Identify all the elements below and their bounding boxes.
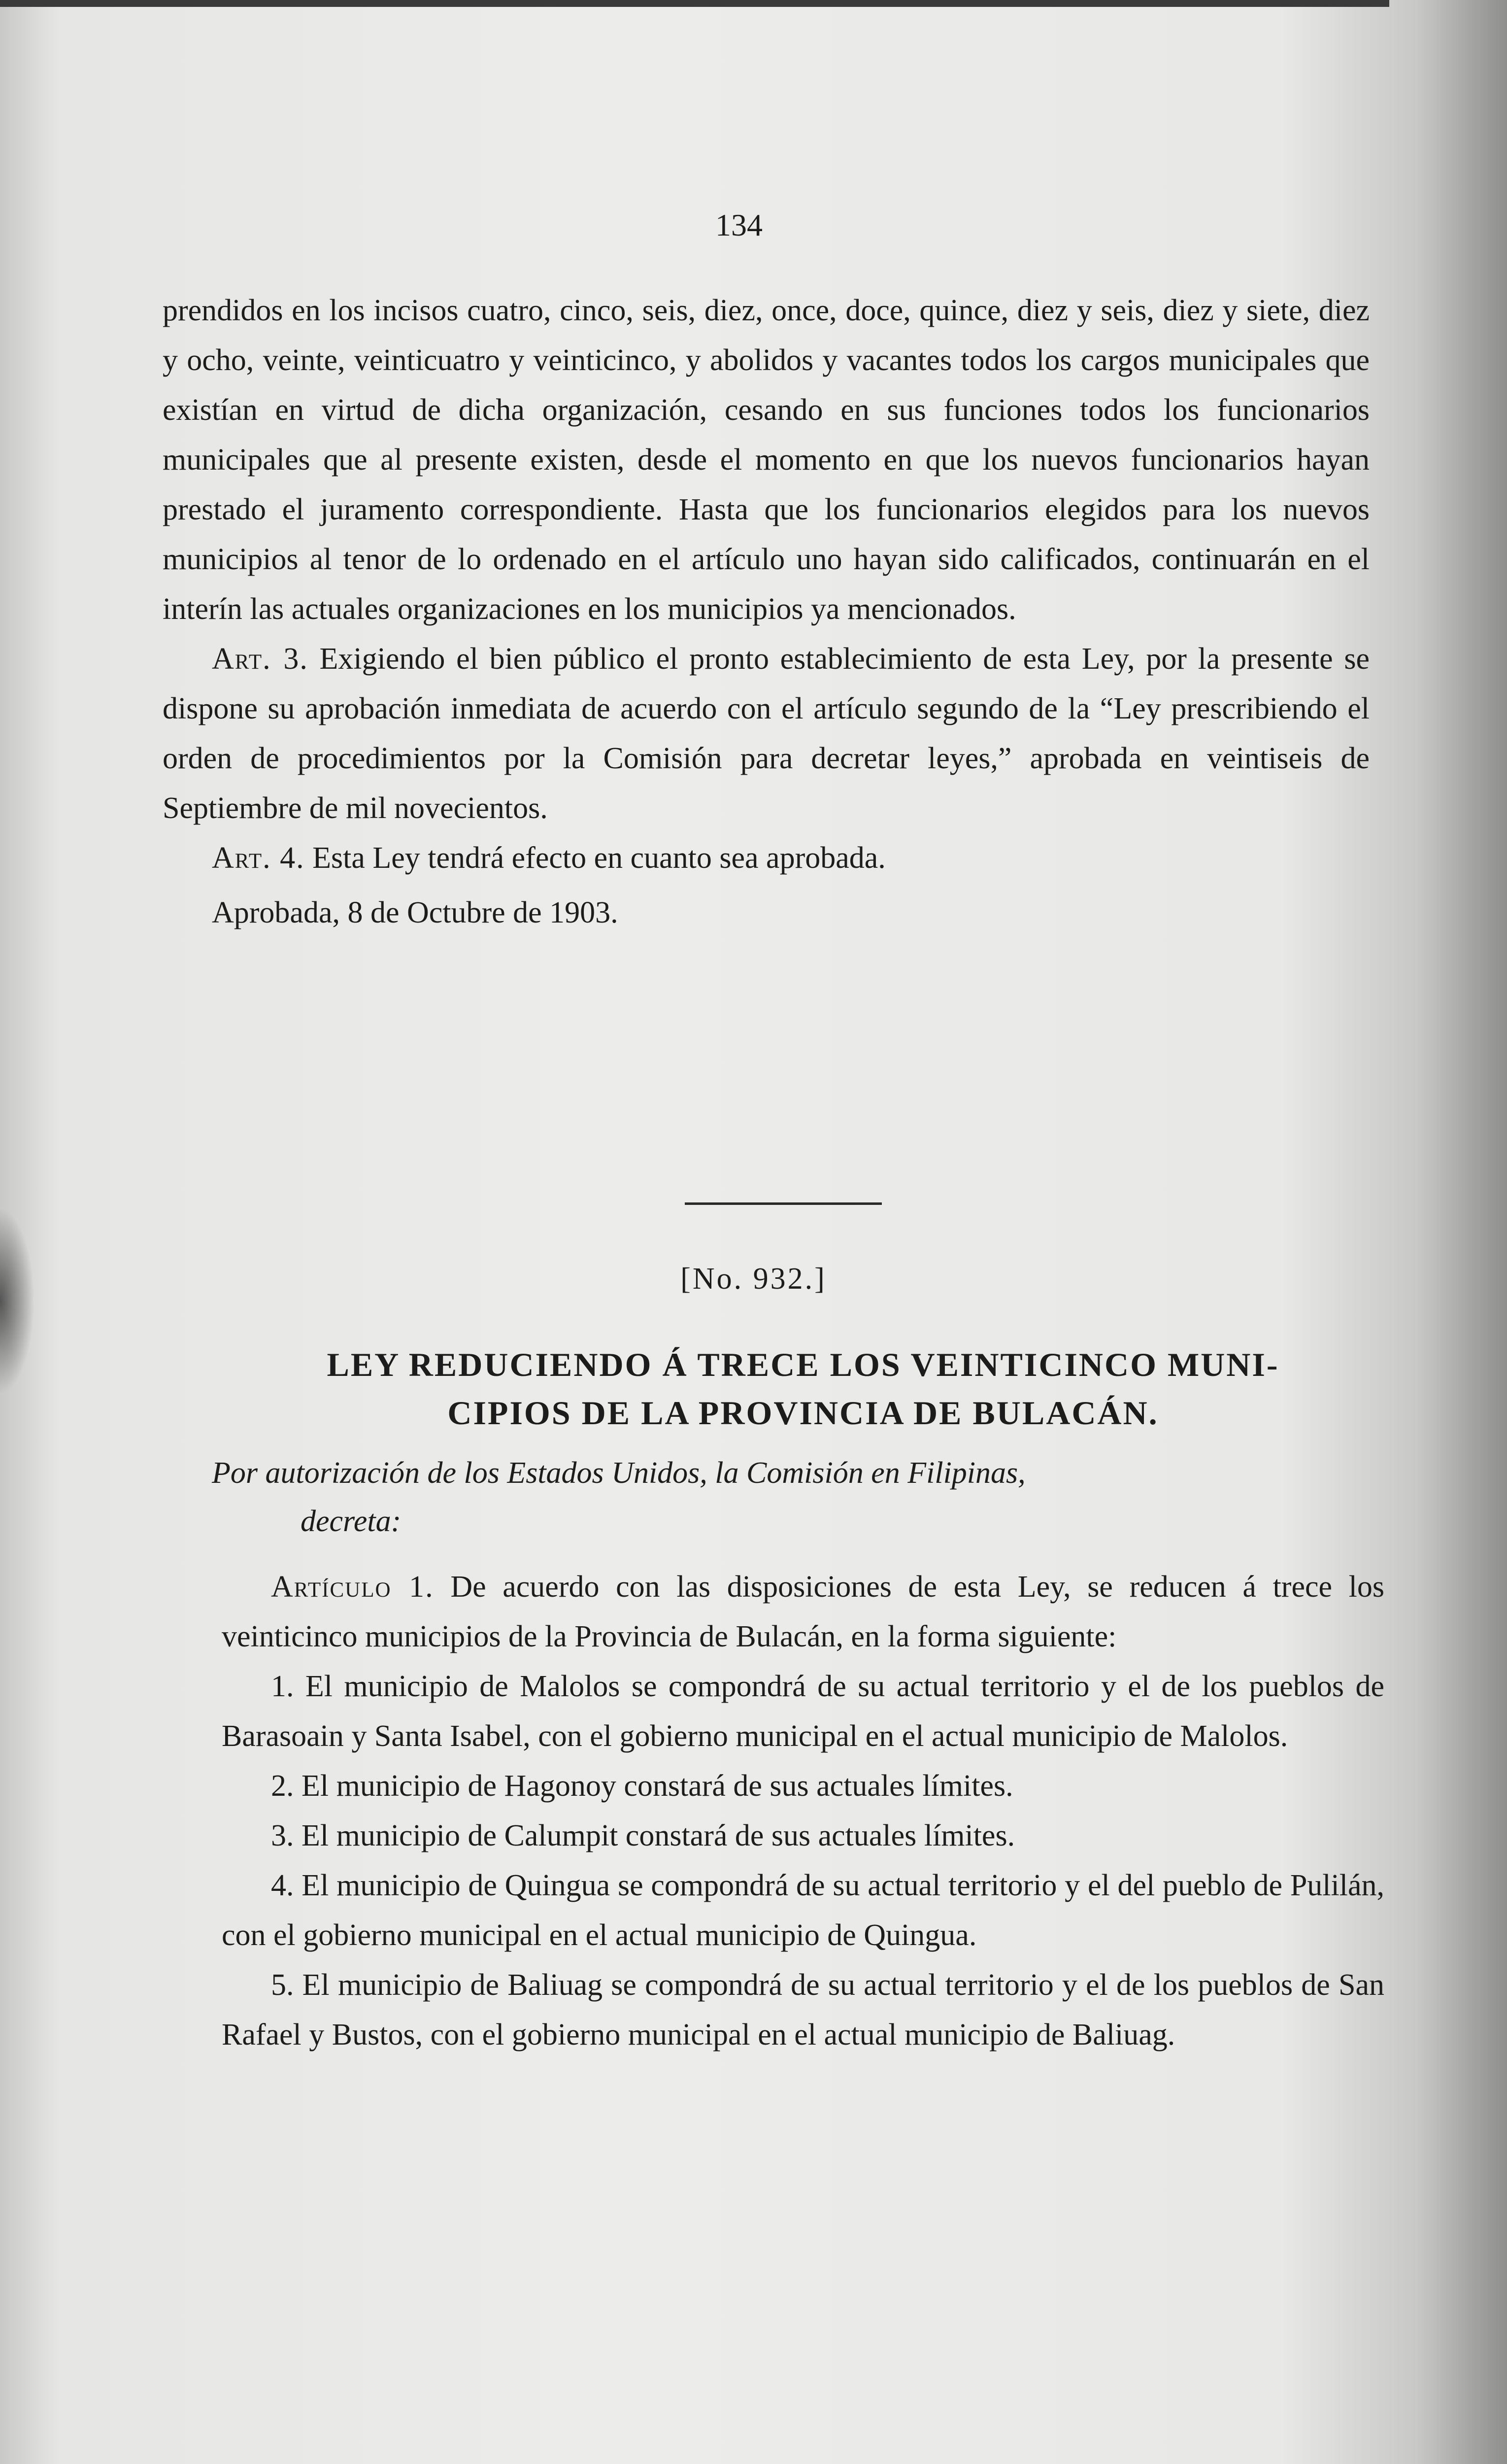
list-item-4: 4. El municipio de Quingua se compondrá de su actual territorio y el del pueblo de Pulilán, con el gobierno municipal en el actual municipio de Quingua.	[222, 1869, 1384, 1952]
lower-text-block	[222, 1562, 1384, 2060]
law-number: [No. 932.]	[680, 1262, 827, 1296]
article-3-text: Exigiendo el bien público el pronto establecimiento de esta Ley, por la presente se dispone su aprobación inmediata de acuerdo con el artículo segundo de la “Ley prescribiendo el orden de procedimientos por la Comisión para decretar leyes,” aprobada en veintiseis de Septiembre de mil novecientos.	[163, 642, 1370, 825]
article-3	[163, 634, 1370, 833]
article-3-label: Art. 3.	[212, 642, 308, 676]
article-1	[222, 1562, 1384, 1662]
law-title-line-2: CIPIOS DE LA PROVINCIA DE BULACÁN.	[447, 1394, 1159, 1432]
article-4-label: Art. 4.	[212, 841, 305, 875]
list-item-5: 5. El municipio de Baliuag se compondrá de su actual territorio y el de los pueblos de San Rafael y Bustos, con el gobierno municipal en el actual municipio de Baliuag.	[222, 1968, 1384, 2052]
top-edge-rule	[0, 0, 1389, 7]
list-item-3: 3. El municipio de Calumpit constará de sus actuales límites.	[271, 1819, 1015, 1852]
enacting-clause-line-1: Por autorización de los Estados Unidos, la Comisión en Filipinas,	[212, 1456, 1026, 1490]
enacting-clause-line-2: decreta:	[301, 1505, 402, 1538]
article-4-text: Esta Ley tendrá efecto en cuanto sea aprobada.	[312, 841, 886, 875]
approval-date: Aprobada, 8 de Octubre de 1903.	[212, 896, 618, 929]
binding-shadow	[0, 1207, 34, 1395]
section-divider	[685, 1202, 882, 1205]
list-item-2: 2. El municipio de Hagonoy constará de sus actuales límites.	[271, 1769, 1013, 1803]
law-title	[212, 1340, 1394, 1437]
enacting-clause	[212, 1449, 1384, 1545]
article-1-text: De acuerdo con las disposiciones de esta Ley, se reducen á trece los veinticinco municipios de la Provincia de Bulacán, en la forma siguiente:	[222, 1570, 1385, 1653]
page-number: 134	[715, 207, 763, 242]
article-1-label: Artículo 1.	[271, 1570, 434, 1604]
article-4	[163, 833, 1370, 883]
upper-text-block	[163, 286, 1370, 938]
list-item-1: 1. El municipio de Malolos se compondrá de su actual territorio y el de los pueblos de Barasoain y Santa Isabel, con el gobierno municipal en el actual municipio de Malolos.	[222, 1670, 1384, 1753]
law-title-line-1: LEY REDUCIENDO Á TRECE LOS VEINTICINCO MUNI-	[327, 1346, 1279, 1383]
continuation-paragraph: prendidos en los incisos cuatro, cinco, seis, diez, once, doce, quince, diez y seis, diez y siete, diez y ocho, veinte, veinticuatro y veinticinco, y abolidos y vacantes todos los cargos municipales que existían en virtud de dicha organización, cesando en sus funciones todos los funcionarios municipales que al presente existen, desde el momento en que los nuevos funcionarios hayan prestado el juramento correspondiente. Hasta que los funcionarios elegidos para los nuevos municipios al tenor de lo ordenado en el artículo uno hayan sido calificados, continuarán en el interín las actuales organizaciones en los municipios ya mencionados.	[163, 294, 1370, 626]
